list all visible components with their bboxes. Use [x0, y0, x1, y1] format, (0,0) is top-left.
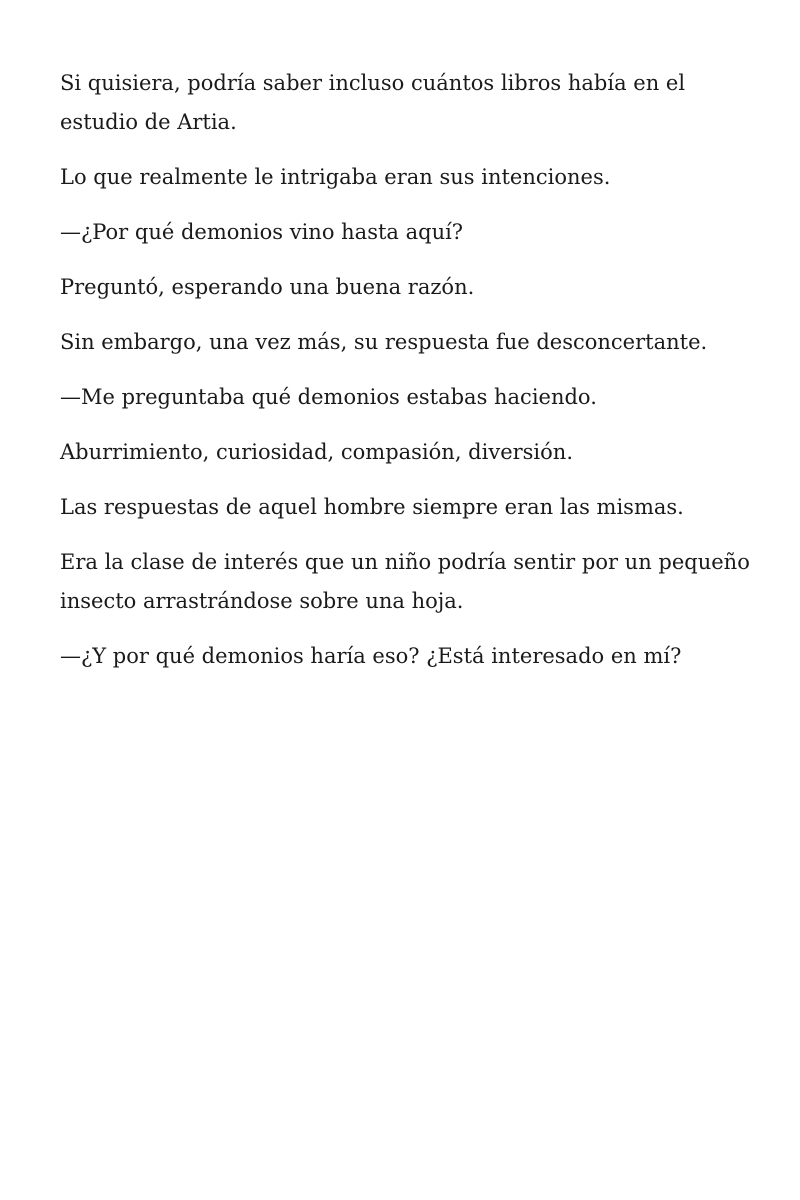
dialogue-line: —¿Por qué demonios vino hasta aquí? [60, 220, 464, 244]
dialogue-line: —¿Y por qué demonios haría eso? ¿Está interesado en mí? [60, 644, 682, 668]
dialogue-line: —Me preguntaba qué demonios estabas haciendo. [60, 385, 597, 409]
paragraph: Si quisiera, podría saber incluso cuántos libros había en el estudio de Artia. [60, 71, 686, 134]
paragraph: Preguntó, esperando una buena razón. [60, 275, 475, 299]
paragraph: Era la clase de interés que un niño podría sentir por un pequeño insecto arrastrándose sobre una hoja. [60, 550, 750, 613]
document-body [60, 64, 760, 692]
paragraph: Sin embargo, una vez más, su respuesta fue desconcertante. [60, 330, 708, 354]
paragraph: Aburrimiento, curiosidad, compasión, diversión. [60, 440, 573, 464]
paragraph: Lo que realmente le intrigaba eran sus intenciones. [60, 165, 611, 189]
paragraph: Las respuestas de aquel hombre siempre eran las mismas. [60, 495, 684, 519]
